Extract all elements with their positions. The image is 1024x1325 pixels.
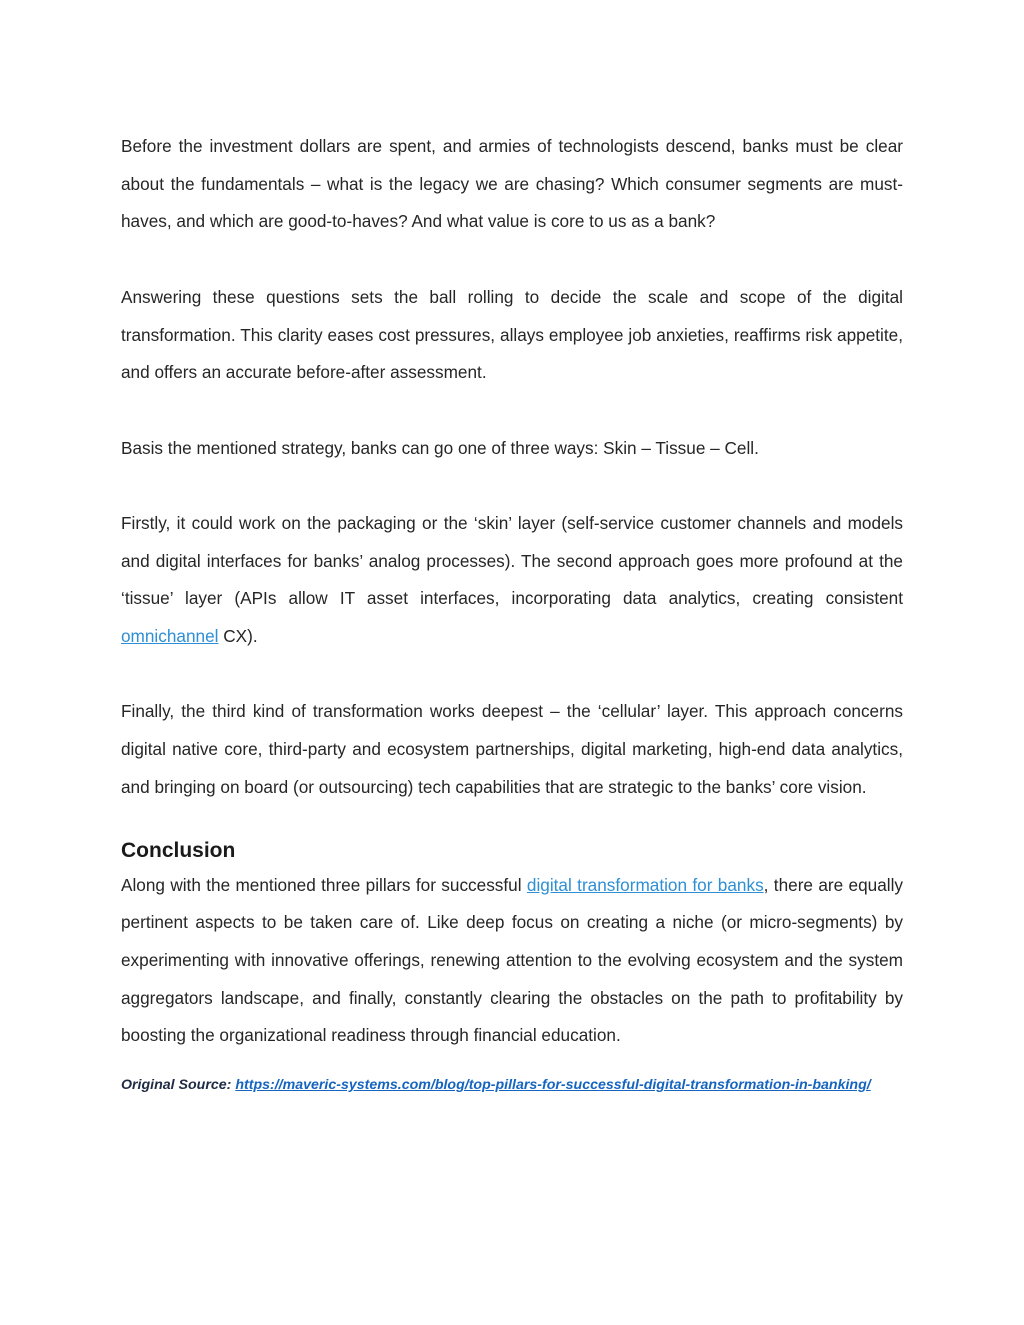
paragraph-skin-tissue (121, 505, 903, 656)
digital-transformation-link[interactable]: digital transformation for banks (526, 874, 764, 895)
paragraph-skin-tissue-text: Firstly, it could work on the packaging or the ‘skin’ layer (self-service customer channels and models and digital interfaces for banks’ analog processes). The second approach goes more profound at the ‘tissue’ layer (APIs allow IT asset interfaces, incorporating data analytics, creating consistent (121, 512, 903, 609)
original-source (121, 1067, 903, 1104)
conclusion-heading: Conclusion (121, 838, 236, 862)
document-page (121, 128, 903, 1104)
paragraph-conclusion (121, 867, 903, 1056)
paragraph-fundamentals: Before the investment dollars are spent, and armies of technologists descend, banks must be clear about the fundamentals – what is the legacy we are chasing? Which consumer segments are must-haves, and which are good-to-haves? And what value is core to us as a bank? (121, 136, 903, 232)
paragraph-cellular-layer: Finally, the third kind of transformation works deepest – the ‘cellular’ layer. This approach concerns digital native core, third-party and ecosystem partnerships, digital marketing, high-end data analytics, and bringing on board (or outsourcing) tech capabilities that are strategic to the banks’ core vision. (121, 701, 903, 797)
omnichannel-link[interactable]: omnichannel (121, 626, 219, 647)
paragraph-answering-questions: Answering these questions sets the ball rolling to decide the scale and scope of the digital transformation. This clarity eases cost pressures, allays employee job anxieties, reaffirms risk appetite, and offers an accurate before-after assessment. (121, 286, 903, 383)
source-url-link[interactable]: https://maveric-systems.com/blog/top-pillars-for-successful-digital-transformation-in-banking/ (235, 1077, 871, 1094)
paragraph-three-ways: Basis the mentioned strategy, banks can go one of three ways: Skin – Tissue – Cell. (121, 437, 759, 458)
paragraph-skin-tissue-tail: CX). (218, 626, 258, 647)
paragraph-conclusion-text: Along with the mentioned three pillars for successful (121, 874, 527, 895)
source-label: Original Source: (121, 1077, 232, 1094)
paragraph-conclusion-tail: , there are equally pertinent aspects to be taken care of. Like deep focus on creating a niche (or micro-segments) by experimenting with innovative offerings, renewing attention to the evolving ecosystem and the system aggregators landscape, and finally, constantly clearing the obstacles on the path to profitability by boosting the organizational readiness through financial education. (121, 874, 904, 1046)
